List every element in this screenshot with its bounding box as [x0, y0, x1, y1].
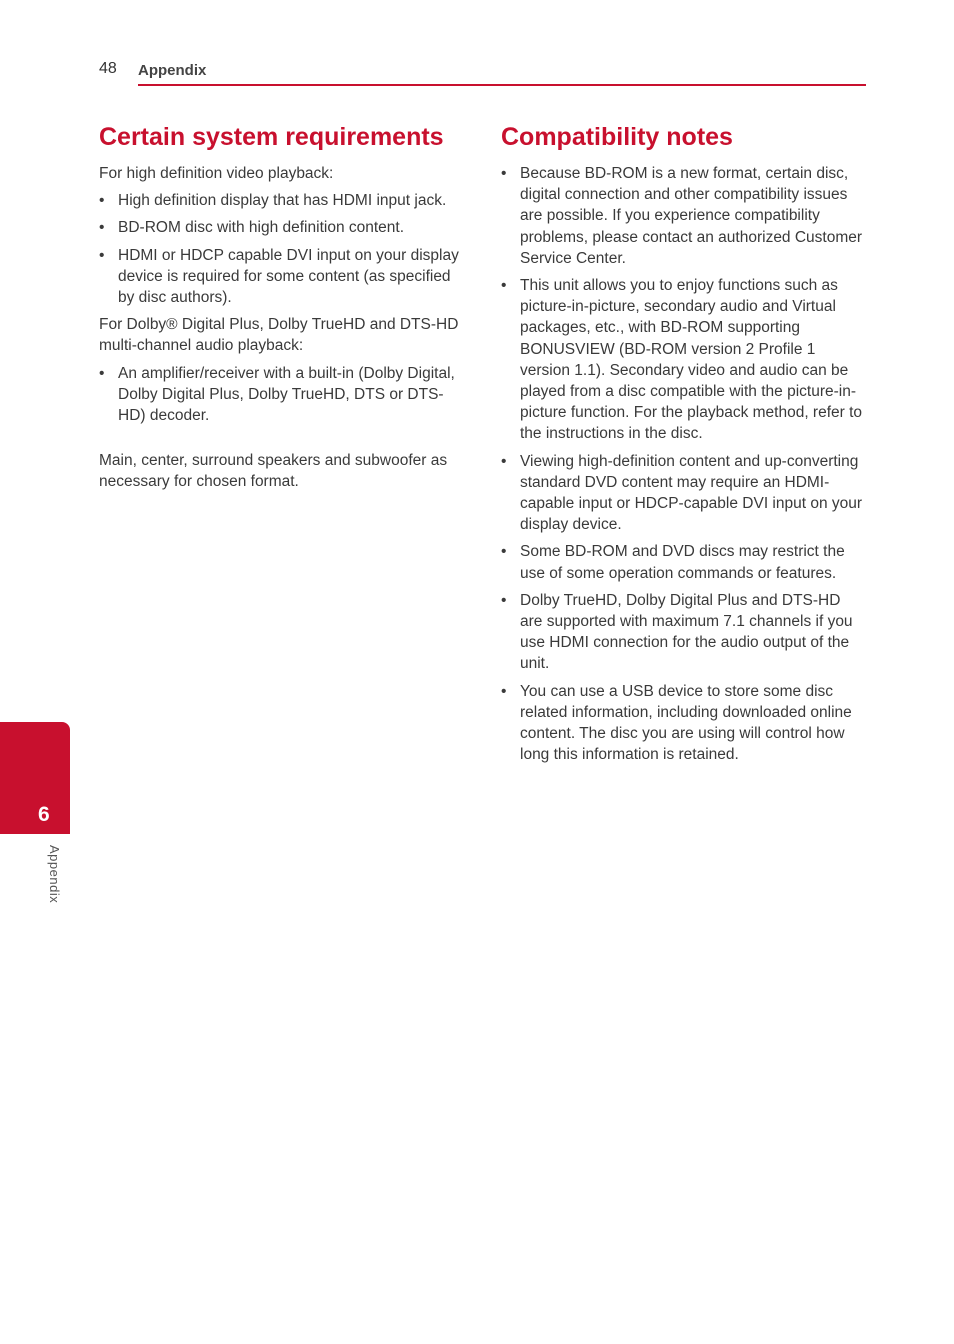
list-item-text: Because BD-ROM is a new format, certain disc, digital connection and other compatibility issues are possible. If you experience compatibility problems, please contact an authorized Customer Service Center. [520, 165, 863, 267]
bullet-icon: • [99, 219, 105, 237]
intro-audio-text: For Dolby® Digital Plus, Dolby TrueHD and DTS-HD multi-channel audio playback: [99, 316, 459, 355]
list-item [501, 275, 867, 445]
list-item-text: This unit allows you to enjoy functions such as picture-in-picture, secondary audio and Virtual packages, etc., with BD-ROM supporting BONUSVIEW (BD-ROM version 2 Profile 1 version 1.1). Secondary video and audio can be played from a disc compatible with the picture-in-picture function. For the playback method, refer to the instructions in the disc. [520, 277, 863, 443]
section-name: Appendix [138, 62, 207, 79]
list-item [501, 541, 867, 583]
chapter-number: 6 [38, 803, 50, 826]
header-rule [138, 84, 866, 86]
list-item-text: Some BD-ROM and DVD discs may restrict the use of some operation commands or features. [520, 543, 845, 582]
bullet-icon: • [501, 165, 507, 182]
bullet-icon: • [99, 192, 105, 210]
bullet-icon: • [99, 246, 105, 264]
bullet-icon: • [501, 452, 507, 470]
list-item [99, 190, 469, 211]
bullet-icon: • [501, 277, 507, 295]
chapter-label: Appendix [47, 845, 62, 904]
list-item [501, 681, 867, 766]
speakers-text: Main, center, surround speakers and subwoofer as necessary for chosen format. [99, 452, 448, 491]
bullet-icon: • [501, 682, 507, 700]
chapter-tab [0, 722, 70, 834]
compatibility-notes-title: Compatibility notes [501, 123, 733, 151]
list-item [501, 590, 867, 675]
page-header [99, 58, 866, 86]
list-item-text: Dolby TrueHD, Dolby Digital Plus and DTS-HD are supported with maximum 7.1 channels if you use HDMI connection for the audio output of the unit. [520, 591, 853, 673]
audio-requirements-list [99, 363, 469, 427]
list-item [99, 363, 469, 427]
bullet-icon: • [501, 543, 507, 561]
list-item-text: BD-ROM disc with high definition content. [118, 219, 405, 237]
compatibility-notes-list [501, 163, 867, 765]
system-requirements-title: Certain system requirements [99, 123, 444, 151]
spacer [99, 432, 469, 450]
video-requirements-list [99, 190, 469, 308]
intro-video-text: For high definition video playback: [99, 165, 334, 182]
list-item-text: Viewing high-definition content and up-converting standard DVD content may require an HDMI-capable input or HDCP-capable DVI input on your display device. [520, 452, 863, 534]
list-item [99, 217, 469, 238]
list-item-text: High definition display that has HDMI input jack. [118, 192, 447, 210]
system-requirements-column [99, 120, 469, 499]
list-item-text: An amplifier/receiver with a built-in (Dolby Digital, Dolby Digital Plus, Dolby TrueHD, DTS or DTS-HD) decoder. [118, 364, 455, 425]
list-item [501, 451, 867, 536]
list-item [99, 245, 469, 309]
bullet-icon: • [99, 364, 105, 382]
list-item-text: You can use a USB device to store some disc related information, including downloaded online content. The disc you are using will control how long this information is retained. [520, 682, 852, 764]
bullet-icon: • [501, 591, 507, 609]
compatibility-notes-column [501, 120, 867, 771]
page-number: 48 [99, 60, 117, 77]
list-item-text: HDMI or HDCP capable DVI input on your display device is required for some content (as specified by disc authors). [118, 246, 459, 307]
list-item [501, 163, 867, 269]
